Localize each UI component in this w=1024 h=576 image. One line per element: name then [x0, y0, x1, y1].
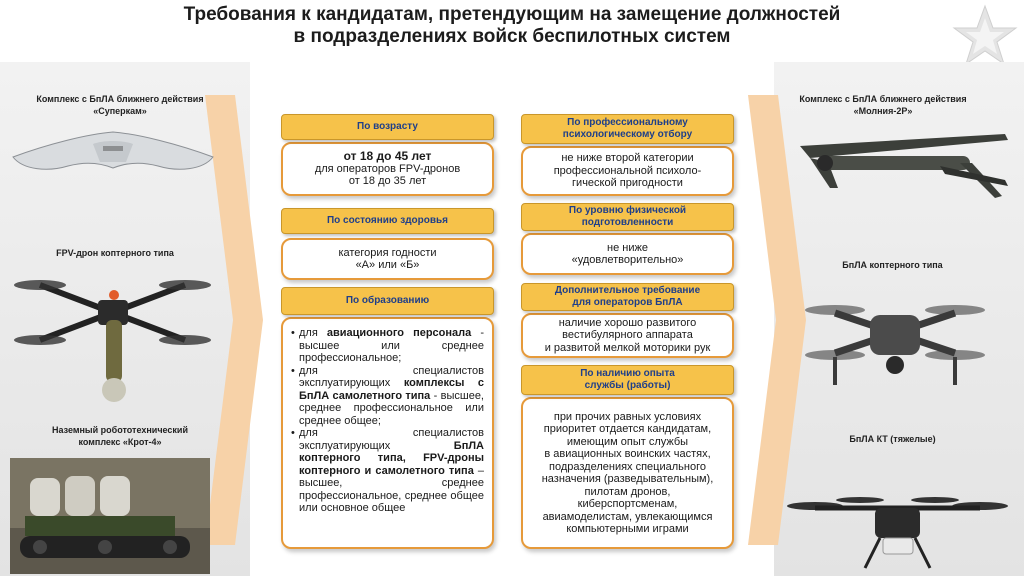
card-physical-header: По уровню физической подготовленности	[521, 203, 734, 231]
card-extra	[521, 283, 734, 358]
card-physical-body: не ниже «удовлетворительно»	[521, 233, 734, 275]
card-physical	[521, 203, 734, 275]
card-health	[281, 208, 494, 280]
card-health-header: По состоянию здоровья	[281, 208, 494, 234]
drone-label-krot: Наземный робототехнический комплекс «Крот-4»	[51, 425, 188, 447]
card-education-body	[281, 317, 494, 549]
card-psych-header: По профессиональному психологическому отбору	[521, 114, 734, 144]
title-line-2: в подразделениях войск беспилотных систем	[293, 26, 731, 47]
card-health-body: категория годности «А» или «Б»	[281, 238, 494, 280]
education-item: • для специалистов эксплуатирующих комплексы с БпЛА самолетного типа - высшее, среднее профессиональное или среднее общее;	[293, 365, 484, 428]
drone-label-superkam: Комплекс с БпЛА ближнего действия «Суперкам»	[36, 94, 204, 116]
krot-robot-image	[10, 458, 210, 574]
card-service	[521, 365, 734, 549]
card-age-body: от 18 до 45 лет для операторов FPV-дронов от 18 до 35 лет	[281, 142, 494, 196]
card-service-body: при прочих равных условиях приоритет отдается кандидатам, имеющим опыт службы в авиационных воинских частях, подразделениях специального назначения (разведывательным), пилотам дронов, киберспортсменам, авиамоделистам, увлекающимся компьютерными играми	[521, 397, 734, 549]
card-psych	[521, 114, 734, 196]
card-extra-body: наличие хорошо развитого вестибулярного аппарата и развитой мелкой моторики рук	[521, 313, 734, 358]
superkam-drone-image	[8, 122, 218, 202]
card-age	[281, 114, 494, 196]
card-education	[281, 287, 494, 549]
drone-label-molniya: Комплекс с БпЛА ближнего действия «Молния-2Р»	[799, 94, 967, 116]
page-title	[0, 4, 1024, 48]
fpv-drone-image	[10, 265, 215, 410]
card-extra-header: Дополнительное требование для операторов БпЛА	[521, 283, 734, 311]
title-line-1: Требования к кандидатам, претендующим на замещение должностей	[183, 4, 841, 25]
drone-label-fpv: FPV-дрон коптерного типа	[56, 248, 174, 258]
education-item: • для авиационного персонала - высшее или среднее профессиональное;	[293, 327, 484, 365]
card-age-header: По возрасту	[281, 114, 494, 140]
card-education-header: По образованию	[281, 287, 494, 315]
drone-label-heavy: БпЛА КТ (тяжелые)	[849, 434, 936, 444]
copter-drone-image	[800, 285, 990, 395]
molniya-drone-image	[780, 118, 1015, 218]
education-item: • для специалистов эксплуатирующих БпЛА коптерного типа, FPV-дроны коптерного и самолетного типа – высшее, среднее профессиональное, среднее общее или основное общее	[293, 427, 484, 515]
card-service-header: По наличию опыта службы (работы)	[521, 365, 734, 395]
drone-label-copter: БпЛА коптерного типа	[842, 260, 943, 270]
heavy-drone-image	[785, 488, 1010, 570]
card-psych-body: не ниже второй категории профессиональной психоло- гической пригодности	[521, 146, 734, 196]
